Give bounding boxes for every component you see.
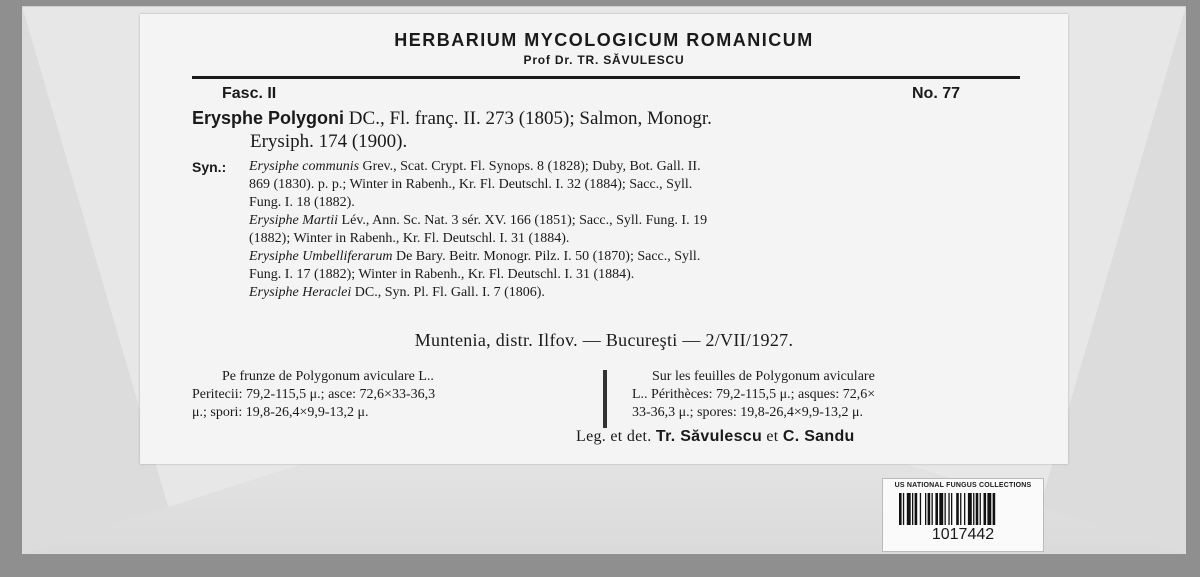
description-ro-line: μ.; spori: 19,8-26,4×9,9-13,2 μ. xyxy=(192,405,369,420)
synonym-citation: 869 (1830). p. p.; Winter in Rabenh., Kr. Fl. Deutschl. I. 32 (1884); Sacc., Syll. xyxy=(249,177,693,192)
barcode-number: 1017442 xyxy=(931,526,995,543)
description-ro-line: Pe frunze de Polygonum aviculare L.. xyxy=(222,369,434,384)
herbarium-label xyxy=(140,14,1068,464)
synonym-citation: Lév., Ann. Sc. Nat. 3 sér. XV. 166 (1851); Sacc., Syll. Fung. I. 19 xyxy=(341,213,708,228)
herbarium-director: Prof Dr. TR. SĂVULESCU xyxy=(523,53,685,67)
description-french xyxy=(632,368,1022,422)
description-romanian xyxy=(192,368,580,422)
synonym-entry xyxy=(249,158,1032,176)
description-fr-line: 33-36,3 μ.; spores: 19,8-26,4×9,9-13,2 μ. xyxy=(632,405,863,420)
barcode-institution: US NATIONAL FUNGUS COLLECTIONS xyxy=(894,482,1032,489)
synonym-citation: Fung. I. 17 (1882); Winter in Rabenh., Kr. Fl. Deutschl. I. 31 (1884). xyxy=(249,267,635,282)
species-citation-line1: DC., Fl. franç. II. 273 (1805); Salmon, Monogr. xyxy=(348,108,712,129)
synonym-entry xyxy=(192,212,1032,230)
herbarium-title: HERBARIUM MYCOLOGICUM ROMANICUM xyxy=(394,30,814,50)
species-citation xyxy=(192,107,1032,153)
synonym-name: Erysiphe Heraclei xyxy=(249,285,352,300)
header-rule xyxy=(192,76,1020,79)
collector-name: Tr. Săvulescu xyxy=(655,428,763,445)
synonym-citation: DC., Syn. Pl. Fl. Gall. I. 7 (1806). xyxy=(354,285,545,300)
synonyms-block xyxy=(192,158,1032,302)
synonym-citation: (1882); Winter in Rabenh., Kr. Fl. Deutschl. I. 31 (1884). xyxy=(249,231,570,246)
description-ro-line: Peritecii: 79,2-115,5 μ.; asce: 72,6×33-36,3 xyxy=(192,387,436,402)
barcode-label xyxy=(882,478,1044,552)
synonym-entry xyxy=(192,284,1032,302)
collectors-line xyxy=(576,428,855,446)
species-name: Erysphe Polygoni xyxy=(192,108,345,128)
synonym-citation: Fung. I. 18 (1882). xyxy=(249,195,355,210)
synonyms-label: Syn.: xyxy=(192,159,227,175)
specimen-number: No. 77 xyxy=(912,85,961,102)
column-divider xyxy=(603,370,607,428)
description-fr-line: L.. Périthèces: 79,2-115,5 μ.; asques: 72,6× xyxy=(632,387,876,402)
synonym-citation: Grev., Scat. Crypt. Fl. Synops. 8 (1828); Duby, Bot. Gall. II. xyxy=(362,159,701,174)
synonym-entry xyxy=(192,248,1032,266)
synonym-name: Erysiphe Martii xyxy=(249,213,339,228)
synonym-citation: De Bary. Beitr. Monogr. Pilz. I. 50 (1870); Sacc., Syll. xyxy=(395,249,701,264)
collectors-prefix: Leg. et det. xyxy=(576,428,652,445)
species-citation-line2: Erysiph. 174 (1900). xyxy=(250,131,408,152)
collectors-conjunction: et xyxy=(766,428,779,445)
description-fr-line: Sur les feuilles de Polygonum aviculare xyxy=(652,369,875,384)
collector-name: C. Sandu xyxy=(782,428,855,445)
barcode-icon xyxy=(899,493,1027,525)
synonym-name: Erysiphe communis xyxy=(249,159,360,174)
synonym-name: Erysiphe Umbelliferarum xyxy=(249,249,393,264)
fascicle-label: Fasc. II xyxy=(222,85,277,102)
collection-locality: Muntenia, distr. Ilfov. — Bucureşti — 2/VII/1927. xyxy=(414,330,794,350)
